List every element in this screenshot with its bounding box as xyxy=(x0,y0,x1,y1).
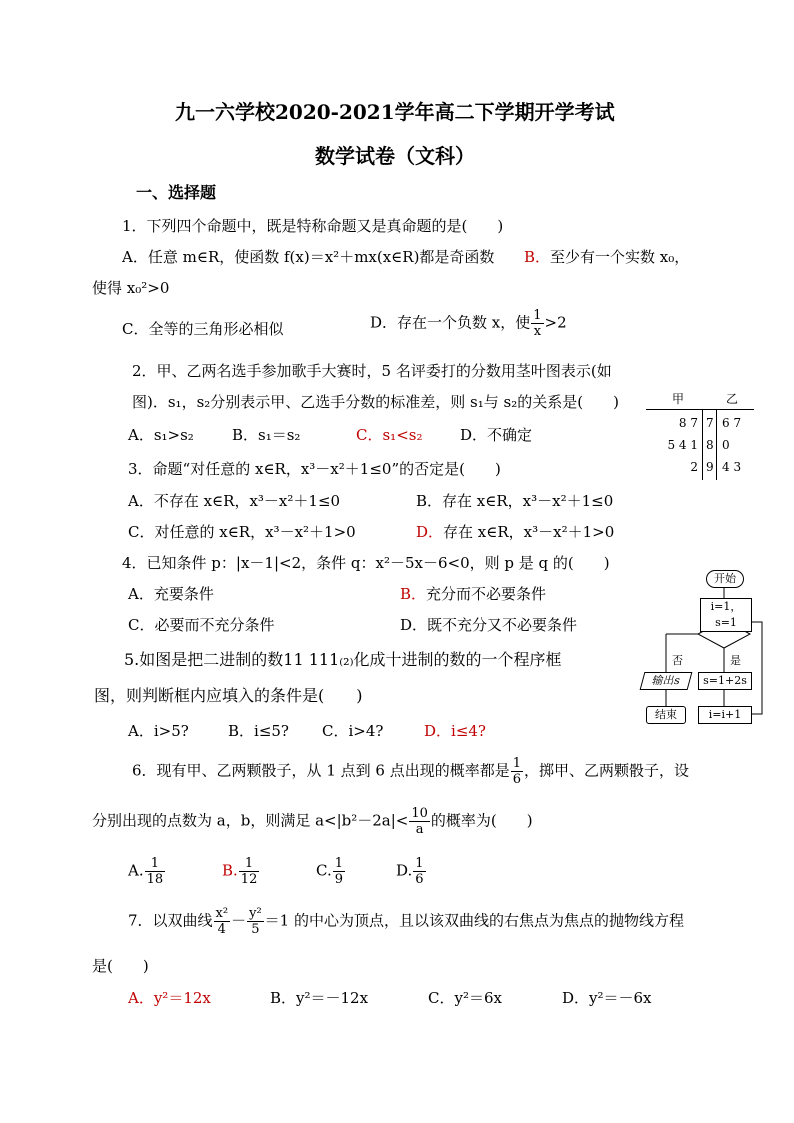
flowchart-end: 结束 xyxy=(646,706,686,724)
stem-leaf-row-stem: 7 xyxy=(706,416,714,430)
q6-option-a: A. $\frac{1}{18}$ xyxy=(128,856,164,887)
q6-line1-fraction: $\frac{1}{6}$ xyxy=(512,756,521,787)
stem-leaf-head-right: 乙 xyxy=(726,392,739,406)
stem-leaf-head-left: 甲 xyxy=(672,392,685,406)
stem-leaf-row-stem: 9 xyxy=(706,460,714,474)
q3-stem: 3．命题“对任意的 x∈R，x³－x²＋1≤0”的否定是( ) xyxy=(128,460,501,478)
q1-option-b xyxy=(524,246,689,267)
q1-b-label: B． xyxy=(524,248,551,266)
stem-leaf-plot xyxy=(646,390,754,480)
q7-option-a: A．y²＝12x xyxy=(128,989,211,1007)
stem-leaf-row-left: 5 4 1 xyxy=(667,438,698,452)
q1-d-post: >2 xyxy=(544,313,567,332)
q1-d-pre: D．存在一个负数 x，使 xyxy=(370,313,531,332)
q5-option-d: D．i≤4? xyxy=(424,722,486,740)
q6-option-d: D. $\frac{1}{6}$ xyxy=(396,856,424,887)
q1-option-d xyxy=(370,308,567,339)
q6-line2-pre: 分别出现的点数为 a，b，则满足 a<|b²－2a|< xyxy=(92,811,409,830)
q6-line2 xyxy=(92,806,533,837)
q7-fraction-1: $\frac{\text{x²}}{4}$ xyxy=(215,906,229,937)
q3-option-a: A．不存在 x∈R，x³－x²＋1≤0 xyxy=(128,492,341,510)
q2-option-d: D．不确定 xyxy=(460,426,533,444)
q7-post: ＝1 的中心为顶点，且以该双曲线的右焦点为焦点的抛物线方程 xyxy=(264,911,684,930)
q6-line1 xyxy=(132,756,689,787)
stem-leaf-vline-left xyxy=(702,409,703,480)
flowchart-update-i: i=i+1 xyxy=(698,706,752,724)
exam-title: 九一六学校2020-2021学年高二下学期开学考试 xyxy=(175,100,615,124)
stem-leaf-row-left: 2 xyxy=(690,460,698,474)
q4-stem: 4．已知条件 p：|x－1|<2，条件 q：x²－5x－6<0，则 p 是 q 的( ) xyxy=(122,554,610,572)
q6-line1-pre: 6．现有甲、乙两颗骰子，从 1 点到 6 点出现的概率都是 xyxy=(132,761,510,780)
q7-stem-cont: 是( ) xyxy=(92,957,149,975)
q1-a-text: 任意 m∈R，使函数 f(x)＝x²＋mx(x∈R)都是奇函数 xyxy=(147,248,495,266)
q7-fraction-2: $\frac{\text{y²}}{5}$ xyxy=(249,906,262,937)
q5-option-c: C．i>4? xyxy=(322,722,384,740)
q3-option-d xyxy=(416,521,614,542)
q4-b-text: 充分而不必要条件 xyxy=(426,585,547,603)
q7-option-d: D．y²＝－6x xyxy=(562,989,652,1007)
flowchart-update-s: s=1+2s xyxy=(698,672,752,690)
q5-option-a: A．i>5? xyxy=(128,722,189,740)
flowchart-output: 输出s xyxy=(640,672,693,690)
q5-stem-line2: 图，则判断框内应填入的条件是( ) xyxy=(94,686,363,705)
q6-option-c: C. $\frac{1}{9}$ xyxy=(316,856,343,887)
stem-leaf-vline-right xyxy=(716,409,717,480)
section-heading: 一、选择题 xyxy=(136,183,217,202)
q3-option-b: B．存在 x∈R，x³－x²＋1≤0 xyxy=(416,492,614,510)
stem-leaf-row-stem: 8 xyxy=(706,438,714,452)
stem-leaf-row-right: 0 xyxy=(722,438,730,452)
flowchart-lines xyxy=(634,568,766,724)
q4-option-a: A．充要条件 xyxy=(128,585,214,603)
flowchart-init: i=1，s=1 xyxy=(700,598,752,632)
q4-b-label: B． xyxy=(400,585,427,603)
q1-option-a xyxy=(122,246,494,267)
flowchart-start: 开始 xyxy=(706,570,744,588)
q3-d-text: 存在 x∈R，x³－x²＋1>0 xyxy=(443,523,615,541)
q2-option-c: C．s₁<s₂ xyxy=(356,426,423,444)
q2-stem-line2: 图)．s₁，s₂分别表示甲、乙选手分数的标准差，则 s₁与 s₂的关系是( ) xyxy=(132,393,619,411)
q4-option-c: C．必要而不充分条件 xyxy=(128,616,275,634)
q4-option-d: D．既不充分又不必要条件 xyxy=(400,616,578,634)
exam-subtitle: 数学试卷（文科） xyxy=(315,144,475,168)
q3-option-c: C．对任意的 x∈R，x³－x²＋1>0 xyxy=(128,523,356,541)
q1-b-text: 至少有一个实数 x₀， xyxy=(550,248,690,266)
q6-line2-fraction: $\frac{10}{a}$ xyxy=(411,806,428,837)
q7-option-c: C．y²＝6x xyxy=(428,989,502,1007)
q5-option-b: B．i≤5? xyxy=(228,722,289,740)
q4-option-b xyxy=(400,583,546,604)
flowchart-yes-label: 是 xyxy=(730,654,741,667)
q7-pre: 7．以双曲线 xyxy=(128,911,213,930)
q7-stem: 7．以双曲线 $\frac{\text{x²}}{4}$ － $\frac{\text{y²}}{5}$ ＝1 的中心为顶点，且以该双曲线的右焦点为焦点的抛物线方程 xyxy=(128,906,684,937)
q2-option-a: A．s₁>s₂ xyxy=(128,426,194,444)
flowchart-no-label: 否 xyxy=(672,654,683,667)
q2-stem-line1: 2．甲、乙两名选手参加歌手大赛时，5 名评委打的分数用茎叶图表示(如 xyxy=(132,362,612,380)
q1-stem: 1．下列四个命题中，既是特称命题又是真命题的是( ) xyxy=(122,217,504,235)
q2-option-b: B．s₁＝s₂ xyxy=(232,426,301,444)
q1-a-label: A． xyxy=(122,248,148,266)
stem-leaf-hline xyxy=(646,409,754,410)
q1-option-b-cont: 使得 x₀²>0 xyxy=(92,279,170,297)
q7-option-b: B．y²＝－12x xyxy=(270,989,369,1007)
q6-line1-post: ，掷甲、乙两颗骰子，设 xyxy=(524,761,690,780)
q5-stem-line1: 5.如图是把二进制的数11 111₍₂₎化成十进制的数的一个程序框 xyxy=(124,650,562,669)
stem-leaf-row-right: 6 7 xyxy=(722,416,742,430)
q6-option-b: B. $\frac{1}{12}$ xyxy=(222,856,258,887)
q1-option-c: C．全等的三角形必相似 xyxy=(122,320,284,338)
q6-line2-post: 的概率为( ) xyxy=(430,811,533,830)
stem-leaf-row-right: 4 3 xyxy=(722,460,742,474)
stem-leaf-row-left: 8 7 xyxy=(678,416,698,430)
q3-d-label: D． xyxy=(416,523,444,541)
q1-d-fraction: $\frac{1}{x}$ xyxy=(533,308,542,339)
